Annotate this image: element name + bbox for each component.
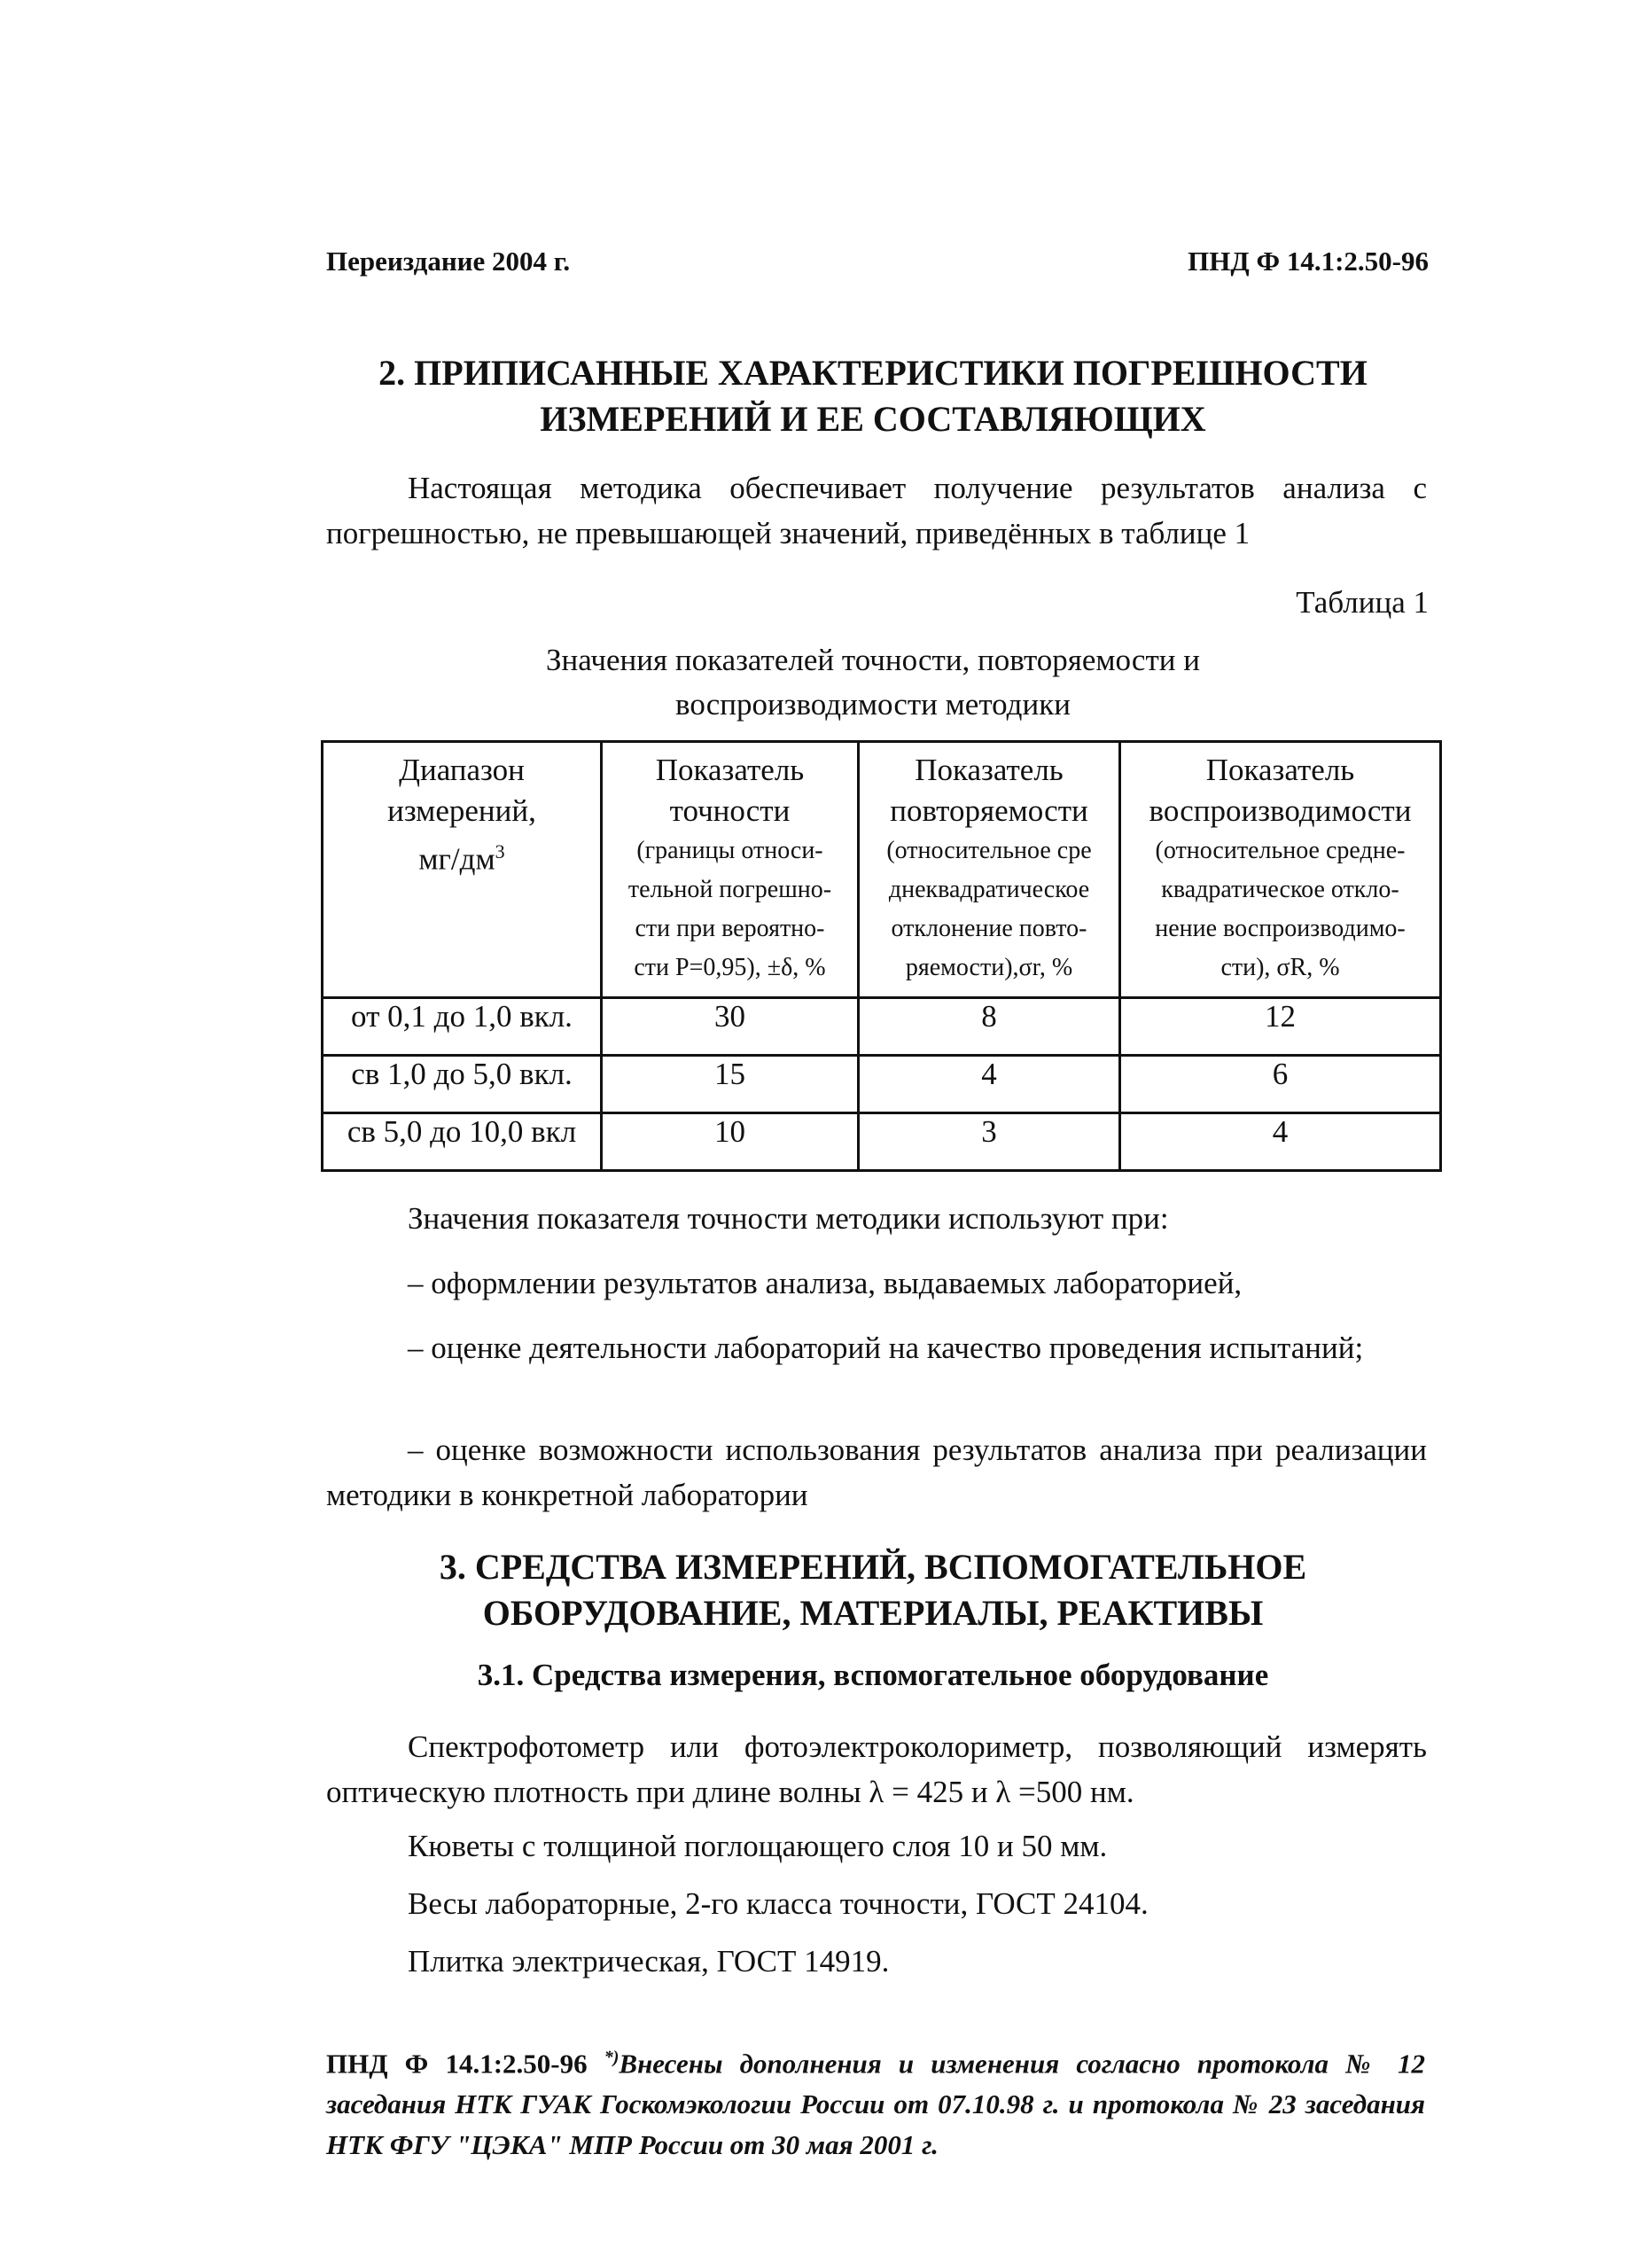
table-row [323, 998, 1441, 1056]
header-repeatability: Показатель повторяемости (относительное сре днеквадратическое отклонение повто- ряемости),σr, % [859, 742, 1120, 998]
header-reproducibility: Показатель воспроизводимости (относительное средне- квадратическое откло- нение воспроизводимо- сти), σR, % [1120, 742, 1441, 998]
equipment-item: Весы лабораторные, 2-го класса точности, ГОСТ 24104. [408, 1886, 1149, 1921]
intro-paragraph [326, 465, 1427, 556]
reproducibility-cell: 12 [1120, 998, 1441, 1056]
range-cell: св 5,0 до 10,0 вкл [323, 1113, 602, 1171]
usage-lead: Значения показателя точности методики используют при: [408, 1201, 1169, 1236]
accuracy-cell: 30 [602, 998, 859, 1056]
section-3-title [319, 1544, 1427, 1636]
table-caption [319, 638, 1427, 727]
range-cell: от 0,1 до 1,0 вкл. [323, 998, 602, 1056]
subsection-3-1-title: 3.1. Средства измерения, вспомогательное оборудование [477, 1658, 1269, 1692]
range-cell: св 1,0 до 5,0 вкл. [323, 1056, 602, 1113]
footnote-mark: *) [604, 2048, 620, 2067]
section-2-title-line1: 2. ПРИПИСАННЫЕ ХАРАКТЕРИСТИКИ ПОГРЕШНОСТИ [378, 353, 1368, 393]
section-3-title-line2: ОБОРУДОВАНИЕ, МАТЕРИАЛЫ, РЕАКТИВЫ [482, 1593, 1264, 1633]
repeatability-cell: 4 [859, 1056, 1120, 1113]
header-accuracy: Показатель точности (границы относи- тельной погрешно- сти при вероятно- сти P=0,95), ±δ, % [602, 742, 859, 998]
reproducibility-cell: 4 [1120, 1113, 1441, 1171]
usage-item: – оценке деятельности лабораторий на качество проведения испытаний; [408, 1331, 1364, 1365]
accuracy-cell: 15 [602, 1056, 859, 1113]
document-code: ПНД Ф 14.1:2.50-96 [1188, 246, 1429, 277]
equipment-paragraph: Спектрофотометр или фотоэлектроколориметр, позволяющий измерять оптическую плотность при длине волны λ = 425 и λ =500 нм. [326, 1729, 1427, 1809]
table-caption-line1: Значения показателей точности, повторяемости и [546, 643, 1200, 677]
table-caption-line2: воспроизводимости методики [675, 687, 1071, 722]
table-row [323, 1113, 1441, 1171]
usage-item: – оценке возможности использования результатов анализа при реализации методики в конкретной лаборатории [326, 1432, 1427, 1512]
edition-note: Переиздание 2004 г. [326, 246, 571, 277]
reproducibility-cell: 6 [1120, 1056, 1441, 1113]
equipment-item: Кюветы с толщиной поглощающего слоя 10 и 50 мм. [408, 1829, 1108, 1863]
table-row [323, 1056, 1441, 1113]
section-3-title-line1: 3. СРЕДСТВА ИЗМЕРЕНИЙ, ВСПОМОГАТЕЛЬНОЕ [439, 1547, 1307, 1587]
repeatability-cell: 3 [859, 1113, 1120, 1171]
table-header-row [323, 742, 1441, 998]
section-2-title-line2: ИЗМЕРЕНИЙ И ЕЕ СОСТАВЛЯЮЩИХ [540, 399, 1206, 439]
repeatability-cell: 8 [859, 998, 1120, 1056]
footnote [326, 2037, 1425, 2166]
usage-item: – оформлении результатов анализа, выдаваемых лабораторией, [408, 1266, 1243, 1300]
intro-text: Настоящая методика обеспечивает получение результатов анализа с погрешностью, не превышающей значений, приведённых в таблице 1 [326, 471, 1427, 550]
equipment-item: Плитка электрическая, ГОСТ 14919. [408, 1944, 890, 1979]
footnote-code: ПНД Ф 14.1:2.50-96 [326, 2048, 588, 2080]
header-range: Диапазон измерений, $мг/дм^3$ [323, 742, 602, 998]
accuracy-cell: 10 [602, 1113, 859, 1171]
section-2-title [319, 350, 1427, 442]
accuracy-table [321, 740, 1442, 1172]
table-label: Таблица 1 [1296, 585, 1429, 620]
footnote-text: Внесены дополнения и изменения согласно протокола № 12 заседания НТК ГУАК Госкомэкологии России от 07.10.98 г. и протокола № 23 заседания НТК ФГУ "ЦЭКА" МПР России от 30 мая 2001 г. [326, 2048, 1425, 2161]
